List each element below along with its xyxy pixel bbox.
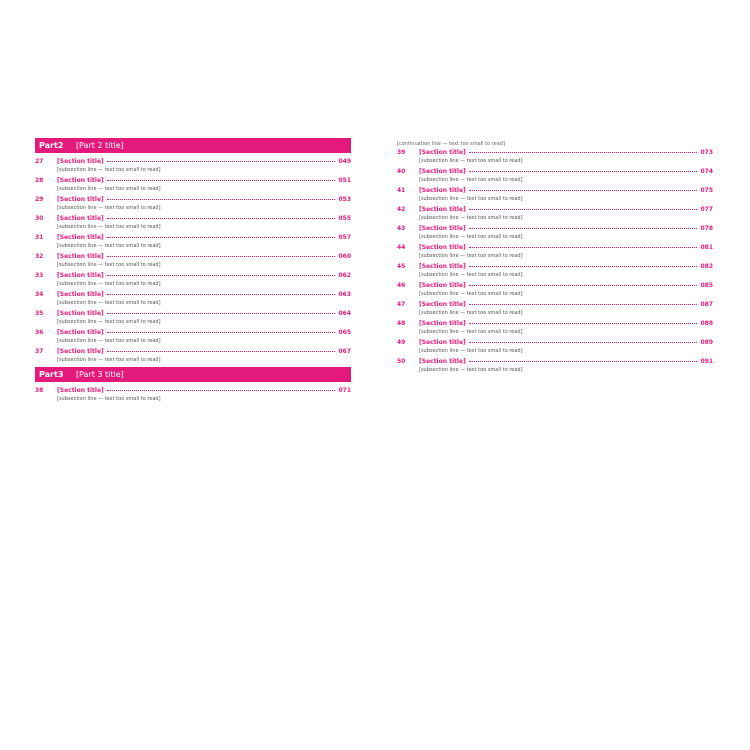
part-title: [Part 3 title] bbox=[75, 370, 124, 379]
section-number: 43 bbox=[397, 225, 406, 232]
toc-entry[interactable] bbox=[397, 319, 713, 336]
section-title: [Section title] bbox=[57, 291, 104, 298]
subsection-list: [subsection line — text too small to read] bbox=[57, 205, 161, 211]
subsection-list: [subsection line — text too small to read] bbox=[57, 262, 161, 268]
section-title: [Section title] bbox=[419, 187, 466, 194]
page-number: 049 bbox=[338, 158, 351, 165]
subsection-list: [subsection line — text too small to read] bbox=[419, 272, 523, 278]
toc-entry[interactable] bbox=[35, 252, 351, 269]
subsection-list: [subsection line — text too small to read] bbox=[57, 300, 161, 306]
section-number: 37 bbox=[35, 348, 44, 355]
toc-entry[interactable] bbox=[35, 157, 351, 174]
subsection-list: [subsection line — text too small to read] bbox=[57, 338, 161, 344]
toc-entry[interactable] bbox=[35, 309, 351, 326]
toc-entry[interactable] bbox=[397, 167, 713, 184]
section-number: 45 bbox=[397, 263, 406, 270]
subsection-list: [subsection line — text too small to read] bbox=[419, 196, 523, 202]
toc-entry[interactable] bbox=[397, 205, 713, 222]
subsection-list: [subsection line — text too small to read] bbox=[57, 396, 161, 402]
page-number: 065 bbox=[338, 329, 351, 336]
toc-entry[interactable] bbox=[397, 357, 713, 374]
toc-entry[interactable] bbox=[397, 300, 713, 317]
section-number: 49 bbox=[397, 339, 406, 346]
page-number: 082 bbox=[700, 263, 713, 270]
subsection-list: [subsection line — text too small to read] bbox=[419, 177, 523, 183]
subsection-list: [subsection line — text too small to read] bbox=[419, 329, 523, 335]
section-title: [Section title] bbox=[419, 244, 466, 251]
section-title: [Section title] bbox=[419, 168, 466, 175]
section-number: 39 bbox=[397, 149, 406, 156]
leader-dots bbox=[469, 208, 698, 210]
subsection-list: [subsection line — text too small to read] bbox=[57, 224, 161, 230]
leader-dots bbox=[469, 284, 698, 286]
leader-dots bbox=[469, 322, 698, 324]
section-number: 47 bbox=[397, 301, 406, 308]
page-number: 073 bbox=[700, 149, 713, 156]
section-number: 36 bbox=[35, 329, 44, 336]
page-number: 053 bbox=[338, 196, 351, 203]
subsection-list: [subsection line — text too small to read] bbox=[419, 215, 523, 221]
leader-dots bbox=[107, 350, 336, 352]
toc-entry[interactable] bbox=[397, 224, 713, 241]
section-number: 34 bbox=[35, 291, 44, 298]
page-number: 062 bbox=[338, 272, 351, 279]
page-number: 060 bbox=[338, 253, 351, 260]
toc-entry[interactable] bbox=[397, 262, 713, 279]
toc-entry[interactable] bbox=[397, 186, 713, 203]
leader-dots bbox=[107, 274, 336, 276]
section-title: [Section title] bbox=[419, 301, 466, 308]
page-number: 078 bbox=[700, 225, 713, 232]
leader-dots bbox=[469, 151, 698, 153]
subsection-list: [subsection line — text too small to read] bbox=[419, 310, 523, 316]
section-title: [Section title] bbox=[419, 263, 466, 270]
page-number: 055 bbox=[338, 215, 351, 222]
page-number: 071 bbox=[338, 387, 351, 394]
leader-dots bbox=[107, 312, 336, 314]
leader-dots bbox=[107, 331, 336, 333]
left-column bbox=[35, 135, 351, 405]
section-title: [Section title] bbox=[419, 320, 466, 327]
subsection-list: [subsection line — text too small to read] bbox=[57, 167, 161, 173]
section-title: [Section title] bbox=[57, 234, 104, 241]
leader-dots bbox=[107, 198, 336, 200]
section-number: 44 bbox=[397, 244, 406, 251]
part-label: Part3 bbox=[39, 370, 64, 379]
section-number: 35 bbox=[35, 310, 44, 317]
section-title: [Section title] bbox=[419, 358, 466, 365]
section-number: 48 bbox=[397, 320, 406, 327]
leader-dots bbox=[469, 170, 698, 172]
page-number: 075 bbox=[700, 187, 713, 194]
leader-dots bbox=[469, 341, 698, 343]
toc-entry[interactable] bbox=[35, 233, 351, 250]
page-number: 057 bbox=[338, 234, 351, 241]
page-number: 085 bbox=[700, 282, 713, 289]
part-header bbox=[35, 367, 351, 382]
section-title: [Section title] bbox=[57, 348, 104, 355]
leader-dots bbox=[107, 160, 336, 162]
leader-dots bbox=[469, 360, 698, 362]
subsection-list: [subsection line — text too small to read] bbox=[419, 234, 523, 240]
subsection-list: [subsection line — text too small to read] bbox=[57, 281, 161, 287]
part-label: Part2 bbox=[39, 141, 64, 150]
subsection-list: [subsection line — text too small to read] bbox=[419, 253, 523, 259]
leader-dots bbox=[107, 236, 336, 238]
toc-entry[interactable] bbox=[35, 214, 351, 231]
section-number: 41 bbox=[397, 187, 406, 194]
page-number: 081 bbox=[700, 244, 713, 251]
continuation-text: [continuation line — text too small to read] bbox=[397, 141, 505, 147]
leader-dots bbox=[469, 303, 698, 305]
section-number: 33 bbox=[35, 272, 44, 279]
subsection-list: [subsection line — text too small to read] bbox=[57, 319, 161, 325]
toc-entry[interactable] bbox=[397, 148, 713, 165]
toc-entry[interactable] bbox=[35, 386, 351, 403]
section-title: [Section title] bbox=[57, 272, 104, 279]
page-number: 067 bbox=[338, 348, 351, 355]
section-number: 46 bbox=[397, 282, 406, 289]
section-number: 42 bbox=[397, 206, 406, 213]
page-number: 051 bbox=[338, 177, 351, 184]
toc-entry[interactable] bbox=[35, 195, 351, 212]
section-title: [Section title] bbox=[419, 206, 466, 213]
leader-dots bbox=[469, 265, 698, 267]
section-title: [Section title] bbox=[419, 339, 466, 346]
subsection-list: [subsection line — text too small to read] bbox=[57, 357, 161, 363]
section-number: 28 bbox=[35, 177, 44, 184]
section-title: [Section title] bbox=[57, 253, 104, 260]
page-number: 089 bbox=[700, 339, 713, 346]
section-number: 30 bbox=[35, 215, 44, 222]
page-number: 077 bbox=[700, 206, 713, 213]
toc-entry[interactable] bbox=[397, 338, 713, 355]
section-number: 29 bbox=[35, 196, 44, 203]
leader-dots bbox=[469, 189, 698, 191]
toc-entry[interactable] bbox=[35, 347, 351, 364]
section-title: [Section title] bbox=[419, 225, 466, 232]
page-number: 063 bbox=[338, 291, 351, 298]
section-title: [Section title] bbox=[419, 282, 466, 289]
toc-entry[interactable] bbox=[397, 243, 713, 260]
section-number: 38 bbox=[35, 387, 44, 394]
section-title: [Section title] bbox=[57, 215, 104, 222]
page-number: 074 bbox=[700, 168, 713, 175]
section-title: [Section title] bbox=[57, 196, 104, 203]
section-number: 40 bbox=[397, 168, 406, 175]
subsection-list: [subsection line — text too small to read] bbox=[419, 367, 523, 373]
toc-entry[interactable] bbox=[35, 271, 351, 288]
subsection-list: [subsection line — text too small to read] bbox=[57, 186, 161, 192]
section-number: 31 bbox=[35, 234, 44, 241]
section-number: 50 bbox=[397, 358, 406, 365]
section-title: [Section title] bbox=[57, 387, 104, 394]
subsection-list: [subsection line — text too small to read] bbox=[419, 158, 523, 164]
right-column bbox=[397, 140, 713, 376]
subsection-list: [subsection line — text too small to read] bbox=[419, 291, 523, 297]
toc-entry[interactable] bbox=[35, 176, 351, 193]
subsection-list: [subsection line — text too small to read] bbox=[419, 348, 523, 354]
toc-entry[interactable] bbox=[397, 281, 713, 298]
section-number: 27 bbox=[35, 158, 44, 165]
toc-entry[interactable] bbox=[35, 328, 351, 345]
leader-dots bbox=[107, 293, 336, 295]
leader-dots bbox=[469, 227, 698, 229]
leader-dots bbox=[469, 246, 698, 248]
section-number: 32 bbox=[35, 253, 44, 260]
leader-dots bbox=[107, 255, 336, 257]
part-header bbox=[35, 138, 351, 153]
part-title: [Part 2 title] bbox=[75, 141, 124, 150]
leader-dots bbox=[107, 389, 336, 391]
section-title: [Section title] bbox=[57, 158, 104, 165]
leader-dots bbox=[107, 179, 336, 181]
page-number: 064 bbox=[338, 310, 351, 317]
page-number: 088 bbox=[700, 320, 713, 327]
section-title: [Section title] bbox=[57, 177, 104, 184]
subsection-list: [subsection line — text too small to read] bbox=[57, 243, 161, 249]
section-title: [Section title] bbox=[419, 149, 466, 156]
section-title: [Section title] bbox=[57, 310, 104, 317]
page-number: 087 bbox=[700, 301, 713, 308]
toc-entry[interactable] bbox=[35, 290, 351, 307]
section-title: [Section title] bbox=[57, 329, 104, 336]
leader-dots bbox=[107, 217, 336, 219]
page-number: 091 bbox=[700, 358, 713, 365]
